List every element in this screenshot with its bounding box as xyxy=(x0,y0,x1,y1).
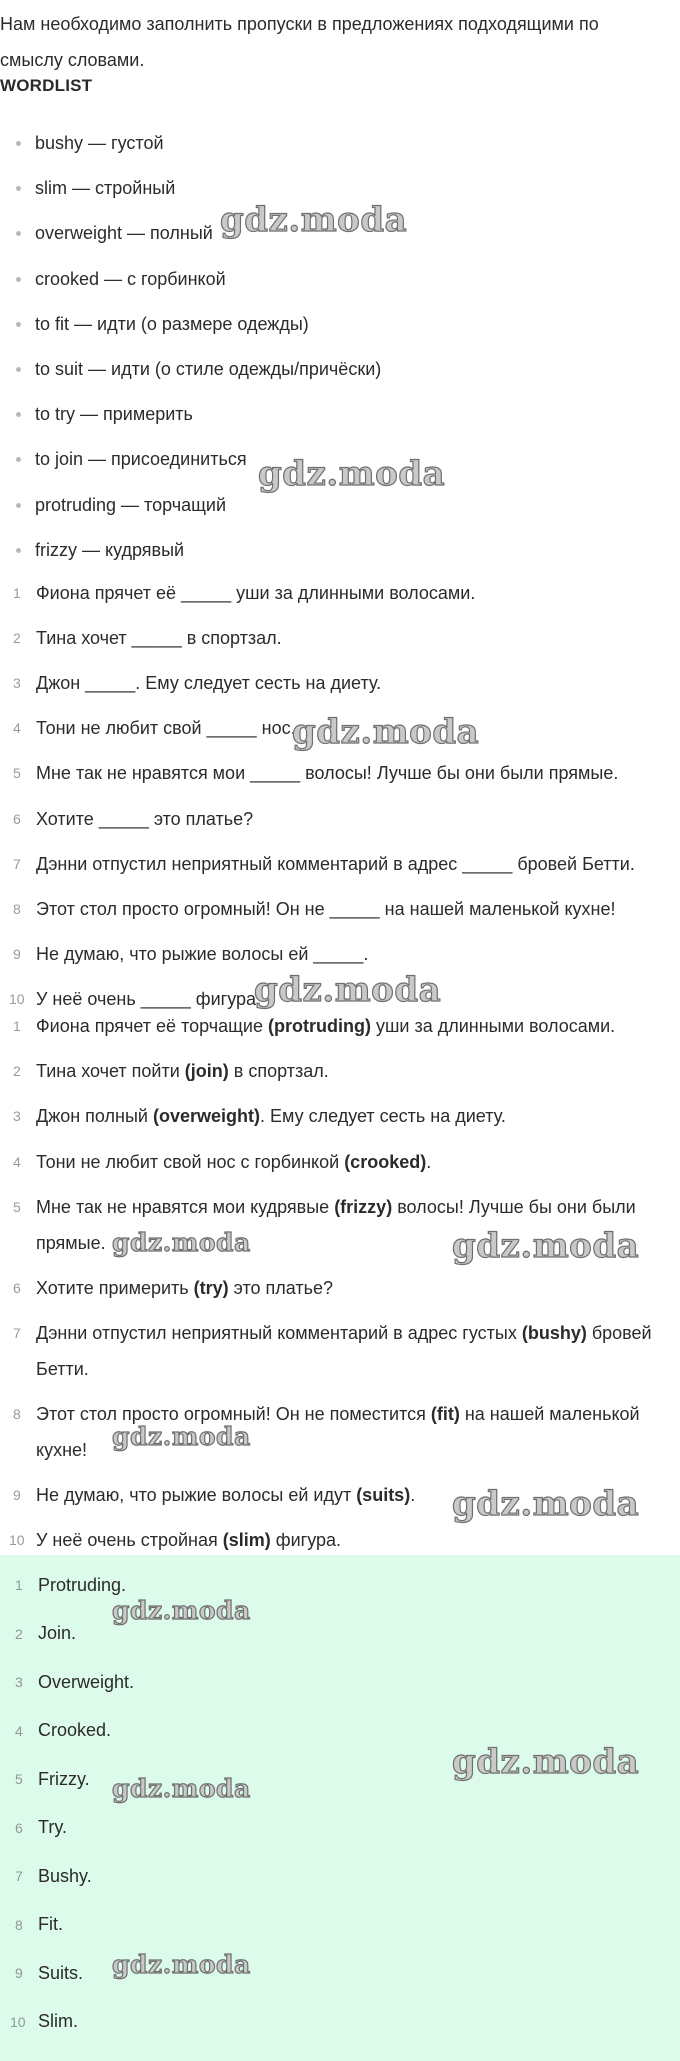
watermark-logo: gdz.moda xyxy=(112,1228,251,1257)
bullet-icon xyxy=(16,322,21,327)
bullet-icon xyxy=(16,412,21,417)
task-item: 3 Джон _____. Ему следует сесть на диету. xyxy=(13,672,382,693)
wordlist-item: to try — примерить xyxy=(0,392,680,437)
bullet-icon xyxy=(16,141,21,146)
answer-item: 9 Не думаю, что рыжие волосы ей идут (suits). xyxy=(13,1484,416,1505)
answer-item: 3 Джон полный (overweight). Ему следует сесть на диету. xyxy=(13,1106,506,1127)
answer-item: 6 Хотите примерить (try) это платье? xyxy=(13,1277,334,1298)
watermark-logo: gdz.moda xyxy=(220,200,408,240)
wordlist-item: crooked — с горбинкой xyxy=(0,257,680,302)
task-item: 1 Фиона прячет её _____ уши за длинными волосами. xyxy=(13,582,476,603)
answer-item: 1 Фиона прячет её торчащие (protruding) уши за длинными волосами. xyxy=(13,1016,616,1036)
wordlist-item: bushy — густой xyxy=(0,121,680,166)
short-answer-item: 6 Try. xyxy=(15,1817,67,1838)
watermark-logo: gdz.moda xyxy=(292,712,480,752)
watermark-logo: gdz.moda xyxy=(112,1596,251,1625)
task-list xyxy=(0,570,680,1022)
task-item: 6 Хотите _____ это платье? xyxy=(13,808,254,829)
wordlist-item: slim — стройный xyxy=(0,166,680,211)
wordlist-item: overweight — полный xyxy=(0,211,680,256)
answer-item: 10 У неё очень стройная (slim) фигура. xyxy=(9,1530,342,1551)
wordlist-title: WORDLIST xyxy=(0,76,93,95)
watermark-logo: gdz.moda xyxy=(258,454,446,494)
bullet-icon xyxy=(16,503,21,508)
short-answer-list xyxy=(0,1561,680,2046)
short-answer-item: 2 Join. xyxy=(15,1623,77,1644)
bullet-icon xyxy=(16,457,21,462)
short-answer-item: 7 Bushy. xyxy=(15,1865,92,1886)
watermark-logo: gdz.moda xyxy=(452,1742,640,1782)
bullet-icon xyxy=(16,367,21,372)
bullet-icon xyxy=(16,231,21,236)
short-answer-item: 5 Frizzy. xyxy=(15,1768,90,1789)
watermark-logo: gdz.moda xyxy=(452,1226,640,1266)
wordlist-item: to suit — идти (о стиле одежды/причёски) xyxy=(0,347,680,392)
bullet-icon xyxy=(16,548,21,553)
bullet-icon xyxy=(16,186,21,191)
wordlist-item: to join — присоединиться xyxy=(0,437,680,482)
wordlist-item: protruding — торчащий xyxy=(0,483,680,528)
watermark-logo: gdz.moda xyxy=(452,1484,640,1524)
short-answer-item: 4 Crooked. xyxy=(15,1720,112,1741)
answer-item: 2 Тина хочет пойти (join) в спортзал. xyxy=(13,1061,329,1082)
wordlist xyxy=(0,121,680,573)
answer-item: 8 Этот стол просто огромный! Он не поместится (fit) на нашей маленькой кухне! xyxy=(13,1403,640,1460)
wordlist-item: frizzy — кудрявый xyxy=(0,528,680,573)
answer-item: 4 Тони не любит свой нос с горбинкой (crooked). xyxy=(13,1151,432,1172)
watermark-logo: gdz.moda xyxy=(112,1950,251,1979)
task-item: 9 Не думаю, что рыжие волосы ей _____. xyxy=(13,944,369,965)
short-answer-item: 9 Suits. xyxy=(15,1962,84,1983)
answer-item: 5 Мне так не нравятся мои кудрявые (frizzy) волосы! Лучше бы они были прямые. xyxy=(13,1196,636,1253)
intro-text: Нам необходимо заполнить пропуски в предложениях подходящими по смыслу словами. xyxy=(0,14,599,70)
short-answer-item: 8 Fit. xyxy=(15,1914,63,1935)
task-item: 10 У неё очень _____ фигура. xyxy=(9,989,262,1010)
answer-list xyxy=(0,1008,680,1567)
task-item: 4 Тони не любит свой _____ нос. xyxy=(13,718,296,739)
watermark-logo: gdz.moda xyxy=(254,970,442,1010)
watermark-logo: gdz.moda xyxy=(112,1774,251,1803)
task-item: 2 Тина хочет _____ в спортзал. xyxy=(13,627,282,648)
task-item: 5 Мне так не нравятся мои _____ волосы! Лучше бы они были прямые. xyxy=(13,763,619,784)
watermark-logo: gdz.moda xyxy=(112,1422,251,1451)
short-answer-item: 1 Protruding. xyxy=(15,1574,127,1595)
task-item: 7 Дэнни отпустил неприятный комментарий в адрес _____ бровей Бетти. xyxy=(13,853,635,874)
short-answer-item: 10 Slim. xyxy=(10,2011,78,2032)
answer-item: 7 Дэнни отпустил неприятный комментарий в адрес густых (bushy) бровей Бетти. xyxy=(13,1322,652,1379)
short-answer-item: 3 Overweight. xyxy=(15,1671,135,1692)
bullet-icon xyxy=(16,277,21,282)
task-item: 8 Этот стол просто огромный! Он не _____ на нашей маленькой кухне! xyxy=(13,898,616,919)
wordlist-item: to fit — идти (о размере одежды) xyxy=(0,302,680,347)
